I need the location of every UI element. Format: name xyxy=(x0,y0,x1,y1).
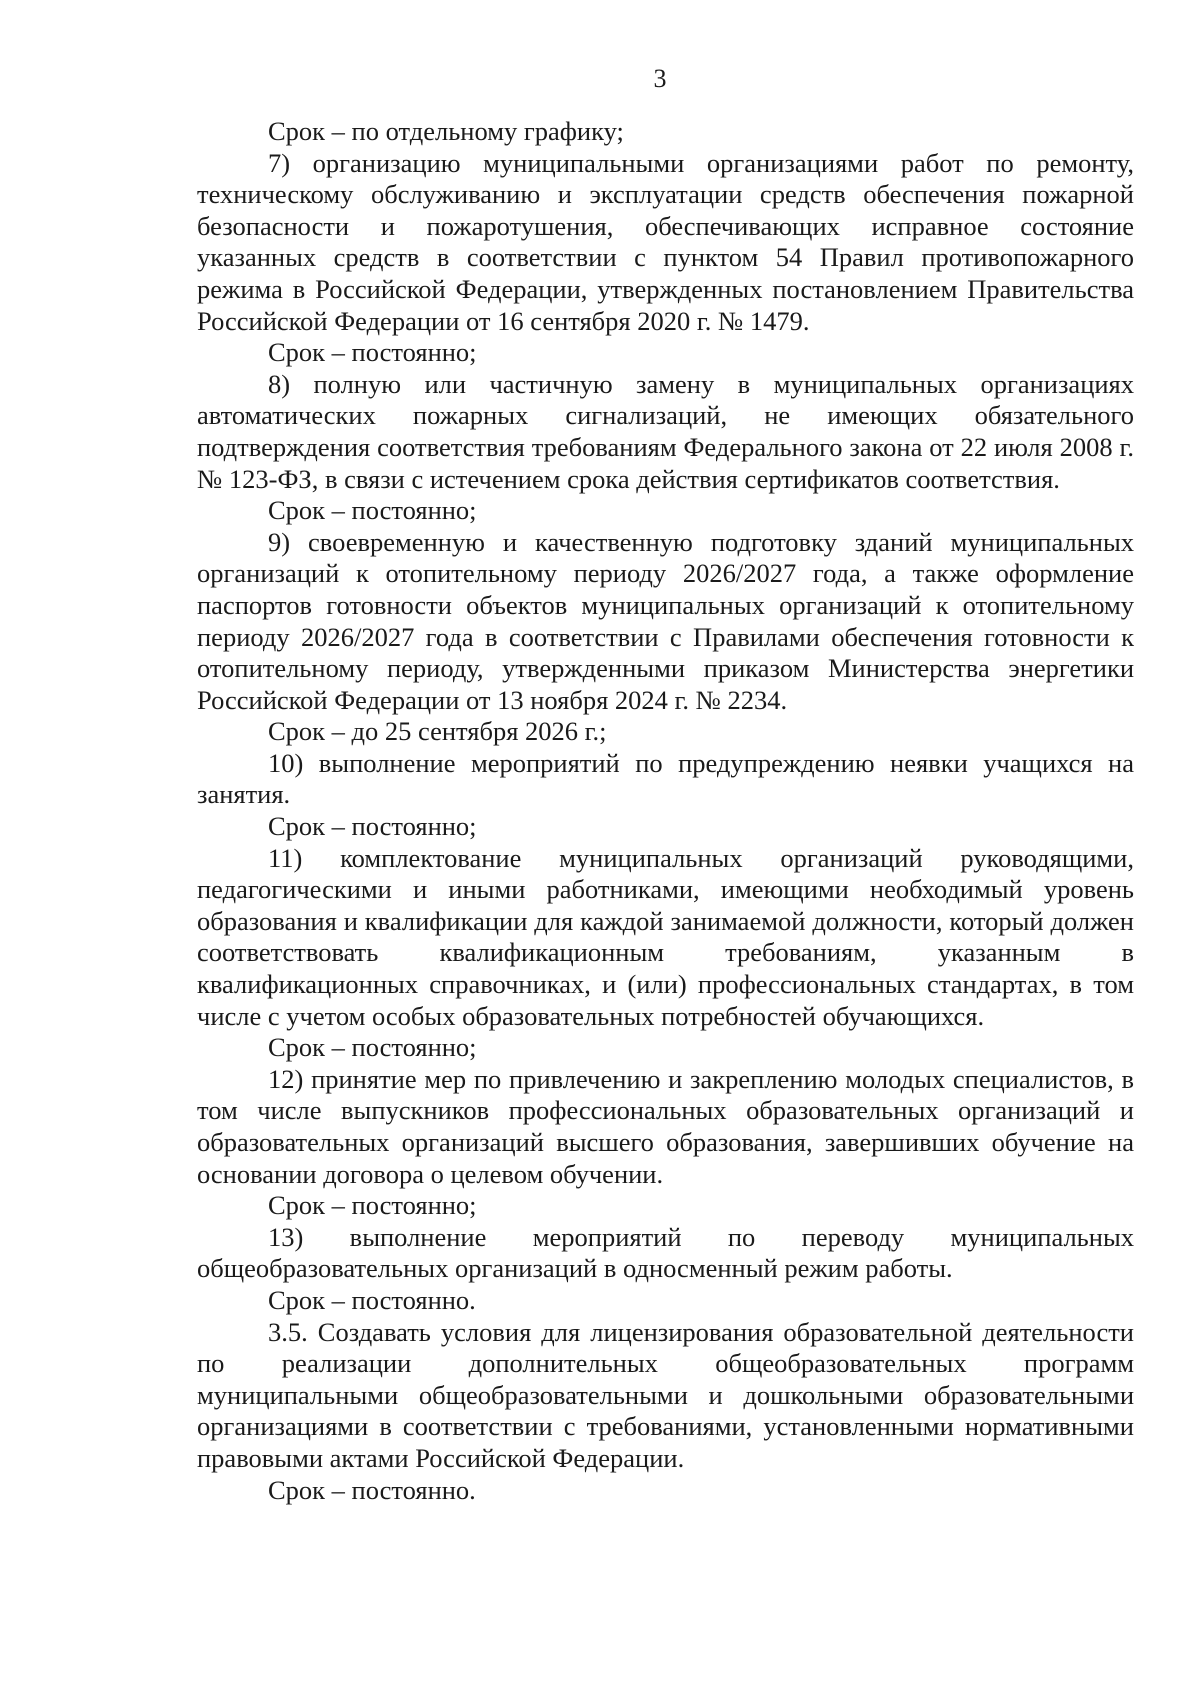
paragraph-deadline: Срок – постоянно; xyxy=(268,495,477,526)
paragraph-deadline: Срок – постоянно. xyxy=(268,1284,476,1315)
paragraph-section-3-5: 3.5. Создавать условия для лицензирования образовательной деятельности по реализации дополнительных общеобразовательных программ муниципальными общеобразовательными и дошкольными образовательными организациями в соответствии с требованиями, установленными нормативными правовыми актами Российской Федерации. xyxy=(197,1316,1134,1473)
paragraph-item-10: 10) выполнение мероприятий по предупреждению неявки учащихся на занятия. xyxy=(197,747,1134,810)
paragraph-item-7: 7) организацию муниципальными организациями работ по ремонту, техническому обслуживанию и эксплуатации средств обеспечения пожарной безопасности и пожаротушения, обеспечивающих исправное состояние указанных средств в соответствии с пунктом 54 Правил противопожарного режима в Российской Федерации, утвержденных постановлением Правительства Российской Федерации от 16 сентября 2020 г. № 1479. xyxy=(197,147,1134,336)
paragraph-deadline: Срок – по отдельному графику; xyxy=(268,116,624,146)
paragraph-deadline: Срок – постоянно; xyxy=(268,337,477,368)
paragraph-item-8: 8) полную или частичную замену в муниципальных организациях автоматических пожарных сигнализаций, не имеющих обязательного подтверждения соответствия требованиям Федерального закона от 22 июля 2008 г. № 123-ФЗ, в связи с истечением срока действия сертификатов соответствия. xyxy=(197,368,1134,494)
paragraph-deadline: Срок – постоянно; xyxy=(268,1032,477,1063)
paragraph-item-9: 9) своевременную и качественную подготовку зданий муниципальных организаций к отопительному периоду 2026/2027 года, а также оформление паспортов готовности объектов муниципальных организаций к отопительному периоду 2026/2027 года в соответствии с Правилами обеспечения готовности к отопительному периоду, утвержденными приказом Министерства энергетики Российской Федерации от 13 ноября 2024 г. № 2234. xyxy=(197,526,1134,715)
paragraph-deadline: Срок – до 25 сентября 2026 г.; xyxy=(268,716,607,747)
paragraph-item-12: 12) принятие мер по привлечению и закреплению молодых специалистов, в том числе выпускников профессиональных образовательных организаций и образовательных организаций высшего образования, завершивших обучение на основании договора о целевом обучении. xyxy=(197,1063,1134,1189)
document-body xyxy=(197,116,1134,1506)
paragraph-item-13: 13) выполнение мероприятий по переводу муниципальных общеобразовательных организаций в односменный режим работы. xyxy=(197,1221,1134,1284)
paragraph-deadline: Срок – постоянно; xyxy=(268,1190,477,1221)
paragraph-item-11: 11) комплектование муниципальных организаций руководящими, педагогическими и иными работниками, имеющими необходимый уровень образования и квалификации для каждой занимаемой должности, который должен соответствовать квалификационным требованиям, указанным в квалификационных справочниках, и (или) профессиональных стандартах, в том числе с учетом особых образовательных потребностей обучающихся. xyxy=(197,842,1134,1031)
page-number: 3 xyxy=(653,64,667,93)
paragraph-deadline: Срок – постоянно. xyxy=(268,1474,476,1505)
paragraph-deadline: Срок – постоянно; xyxy=(268,811,477,842)
